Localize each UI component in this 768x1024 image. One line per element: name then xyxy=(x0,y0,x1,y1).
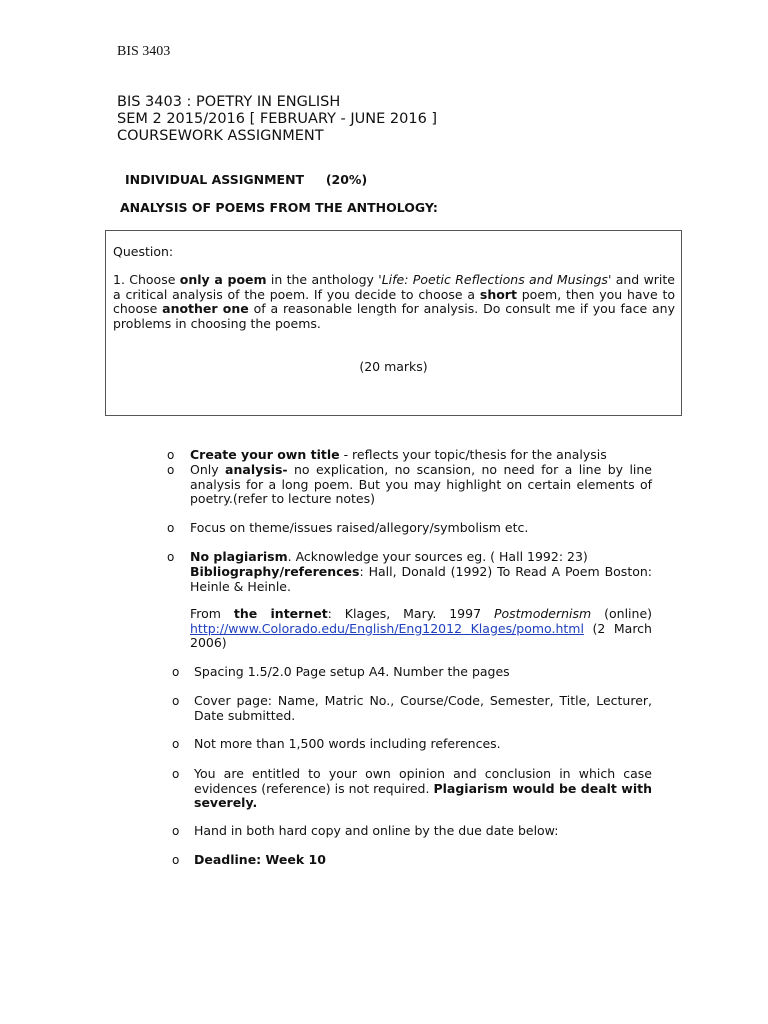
item-bold: Plagiarism would be dealt with severely. xyxy=(194,780,652,810)
item-bold: Bibliography/references xyxy=(190,564,360,579)
list-item-word-limit: Not more than 1,500 words including references. xyxy=(194,736,501,751)
list-item-title xyxy=(190,448,652,463)
item-text: no explication, no scansion, no need for a line by line analysis for a long poem. But you may highlight on certain elements of poetry.(refer to lecture notes) xyxy=(190,462,652,506)
analysis-heading: ANALYSIS OF POEMS FROM THE ANTHOLOGY: xyxy=(120,200,438,215)
bullet-marker: o xyxy=(167,448,175,462)
title-line-coursework: COURSEWORK ASSIGNMENT xyxy=(117,128,324,144)
bullet-marker: o xyxy=(167,521,175,535)
list-item-focus: Focus on theme/issues raised/allegory/symbolism etc. xyxy=(190,520,529,535)
title-line-course: BIS 3403 : POETRY IN ENGLISH xyxy=(117,94,341,110)
item-text: (2 March 2006) xyxy=(190,620,652,650)
item-text: : Klages, Mary. 1997 xyxy=(327,606,494,621)
bullet-marker: o xyxy=(172,694,180,708)
item-bold: No plagiarism xyxy=(190,549,288,564)
document-title xyxy=(117,94,437,145)
list-item-analysis xyxy=(190,463,652,507)
question-text-part: poem, then you have to choose xyxy=(113,286,675,316)
list-item-hand-in: Hand in both hard copy and online by the due date below: xyxy=(194,823,559,838)
bibliography-example xyxy=(190,565,652,594)
anthology-title: 'Life: Poetic Reflections and Musings' xyxy=(378,272,612,287)
question-text xyxy=(113,273,675,331)
header-course-code: BIS 3403 xyxy=(117,44,171,59)
item-text: : Hall, Donald (1992) To Read A Poem Boston: Heinle & Heinle. xyxy=(190,564,652,594)
item-text: Only xyxy=(190,462,226,477)
assignment-label: INDIVIDUAL ASSIGNMENT xyxy=(125,172,305,187)
item-italic: Postmodernism xyxy=(493,606,592,621)
item-bold: the internet xyxy=(233,606,328,621)
bullet-marker: o xyxy=(172,853,180,867)
question-label: Question: xyxy=(113,244,174,259)
question-text-part: in the anthology xyxy=(266,272,379,287)
list-item-cover-page: Cover page: Name, Matric No., Course/Code, Semester, Title, Lecturer, Date submitted. xyxy=(194,693,652,723)
item-text: - reflects your topic/thesis for the analysis xyxy=(339,447,607,462)
bullet-marker: o xyxy=(172,767,180,781)
list-item-plagiarism xyxy=(190,550,652,565)
list-item-opinion xyxy=(194,767,652,811)
question-emphasis: short xyxy=(479,286,517,302)
question-text-part: of a reasonable length for analysis. Do consult me if you face any problems in choosing the poems. xyxy=(113,301,675,331)
question-text-part: and write a critical analysis of the poem. If you decide to choose a xyxy=(113,272,675,302)
item-text: (online) xyxy=(591,606,653,621)
question-emphasis: another one xyxy=(162,301,249,316)
bullet-marker: o xyxy=(167,550,175,564)
question-box xyxy=(105,230,682,416)
item-text: From xyxy=(190,606,234,621)
item-bold: analysis- xyxy=(225,462,288,477)
list-item-deadline: Deadline: Week 10 xyxy=(194,852,326,867)
question-emphasis: only a poem xyxy=(179,272,267,287)
question-text-part: 1. Choose xyxy=(113,272,180,287)
bullet-marker: o xyxy=(167,463,175,477)
question-marks: (20 marks) xyxy=(359,359,428,374)
item-bold: Create your own title xyxy=(190,447,340,462)
assignment-type xyxy=(125,172,367,187)
item-text: You are entitled to your own opinion and conclusion in which case evidences (reference) is not required. xyxy=(194,766,652,796)
title-line-semester: SEM 2 2015/2016 [ FEBRUARY - JUNE 2016 ] xyxy=(117,111,438,127)
bullet-marker: o xyxy=(172,665,180,679)
list-item-spacing: Spacing 1.5/2.0 Page setup A4. Number the pages xyxy=(194,664,510,679)
item-text: . Acknowledge your sources eg. ( Hall 1992: 23) xyxy=(287,549,588,564)
source-url-link[interactable]: http://www.Colorado.edu/English/Eng12012 Klages/pomo.html xyxy=(190,620,584,636)
internet-source-example xyxy=(190,607,652,651)
bullet-marker: o xyxy=(172,737,180,751)
bullet-marker: o xyxy=(172,824,180,838)
assignment-weight: (20%) xyxy=(325,172,368,187)
